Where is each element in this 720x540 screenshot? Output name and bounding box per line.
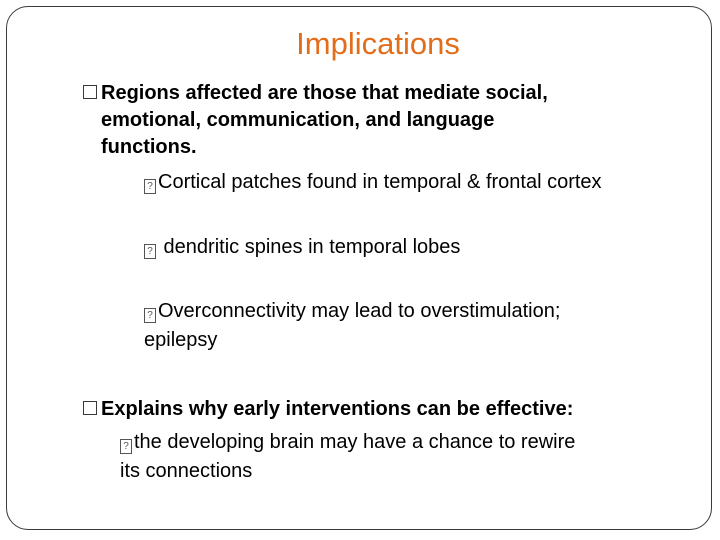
sub-bullet-cortical-text: Cortical patches found in temporal & frontal cortex <box>158 171 602 193</box>
sub-bullet-overconnectivity <box>144 297 664 355</box>
sub-bullet-cortical <box>144 168 714 197</box>
bullet-regions-line2: emotional, communication, and language <box>101 109 495 131</box>
bullet-explains-text: Explains why early interventions can be effective: <box>101 398 574 420</box>
sub-bullet-overconnectivity-line2: epilepsy <box>144 329 218 351</box>
missing-glyph-icon: ? <box>144 308 156 323</box>
checkbox-bullet-icon <box>83 85 97 99</box>
bullet-explains <box>83 396 703 423</box>
bullet-regions <box>83 80 683 161</box>
sub-bullet-dendritic <box>144 233 714 262</box>
sub-bullet-rewire <box>120 428 680 486</box>
missing-glyph-icon: ? <box>120 439 132 454</box>
sub-bullet-overconnectivity-line1: Overconnectivity may lead to overstimulation; <box>158 300 561 322</box>
missing-glyph-icon: ? <box>144 179 156 194</box>
checkbox-bullet-icon <box>83 401 97 415</box>
sub-bullet-rewire-line2: its connections <box>120 460 253 482</box>
slide-title: Implications <box>296 26 460 61</box>
bullet-regions-line1: Regions affected are those that mediate social, <box>101 82 548 104</box>
sub-bullet-dendritic-text: dendritic spines in temporal lobes <box>158 236 461 258</box>
sub-bullet-rewire-line1: the developing brain may have a chance to rewire <box>134 431 576 453</box>
missing-glyph-icon: ? <box>144 244 156 259</box>
bullet-regions-line3: functions. <box>101 136 197 158</box>
